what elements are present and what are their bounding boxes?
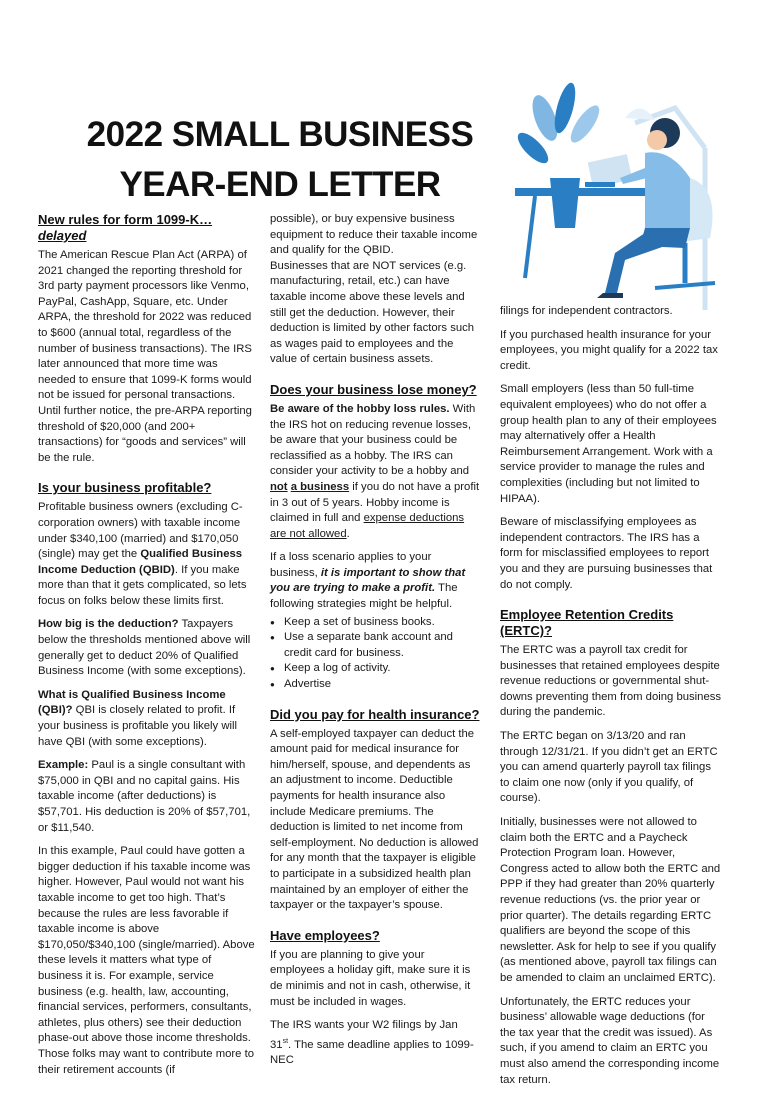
list-item: ● Keep a log of activity. [282, 661, 482, 677]
paragraph-1099k: The American Rescue Plan Act (ARPA) of 2021 changed the reporting threshold for 3rd party payment processors like Venmo, PayPal, CashApp, Square, etc. Under ARPA, the threshold for 2022 was reduced to $600 (annual total, regardless of the number of business transactions). The IRS later announced that more time was needed to ensure that 1099-K forms would not be issued for personal transactions. Until further notice, the pre-ARPA reporting threshold of $20,000 (and 200+ transactions) for “goods and services” will be the rule. [38, 249, 252, 464]
paragraph-deduction-size: How big is the deduction? Taxpayers below the thresholds mentioned above will generally get to deduct 20% of Qualified Business Income (with some exceptions). [38, 618, 251, 678]
paragraph-continued: possible), or buy expensive business equipment to reduce their taxable income and qualify for the QBID. [270, 213, 478, 257]
column-2 [270, 212, 482, 1077]
list-item: ● Advertise [282, 677, 482, 693]
paragraph-employees: If you are planning to give your employees a holiday gift, make sure it is de minimis and not in cash, otherwise, it must be included in wages. [270, 948, 471, 1008]
heading-lose-money: Does your business lose money? [270, 381, 477, 397]
list-item: ● Use a separate bank account and credit card for business. [282, 630, 482, 661]
paragraph-profitable: Profitable business owners (excluding C-corporation owners) with taxable income under $340,100 (married) and $170,050 (single) may get the Qualified Business Income Deduction (QBID). If you make more than that it gets complicated, so lets focus on folks below these limits first. [38, 501, 247, 607]
title-line-1: 2022 SMALL BUSINESS [86, 115, 474, 154]
paragraph-continued: filings for independent contractors. [500, 305, 673, 317]
paragraph-ertc-2: The ERTC began on 3/13/20 and ran through 12/31/21. If you didn’t get an ERTC you can amend quarterly payroll tax filings to claim one now (only if you qualify, of course). [500, 730, 718, 805]
paragraph-ertc-1: The ERTC was a payroll tax credit for businesses that retained employees despite revenue reductions or governmental shut-downs preventing them from doing business during the pandemic. [500, 644, 722, 719]
heading-profitable: Is your business profitable? [38, 480, 212, 496]
paragraph-example-2: In this example, Paul could have gotten a bigger deduction if his taxable income was higher. However, Paul would not want his taxable income to get too high. That’s because the rules are less favorable if taxable income is above $170,050/$340,100 (single/married). Above these levels it matters what type of business it is. For example, service business (e.g. health, law, accounting, financial services, performers, consultants, athletes, plus others) see their deduction phase-out above those income thresholds. Those folks may want to contribute more to their retirement accounts (if [38, 845, 255, 1076]
heading-1099k: New rules for form 1099-K… delayed [38, 212, 213, 243]
paragraph-ertc-4: Unfortunately, the ERTC reduces your business’ allowable wage deductions (for the tax year that the credit was issued). As such, if you amend to claim an ERTC you must also amend the corresponding income tax return. [500, 995, 720, 1086]
paragraph-misclassifying: Beware of misclassifying employees as independent contractors. The IRS has a form for misclassified employees to report you and they are pursuing businesses that do not comply. [500, 516, 713, 591]
woman-at-desk-illustration [505, 78, 745, 310]
column-1 [38, 212, 256, 1086]
heading-employees: Have employees? [270, 927, 380, 943]
list-item: ● Keep a set of business books. [282, 615, 482, 631]
paragraph-small-employers: Small employers (less than 50 full-time equivalent employees) who do not offer a group health plan to any of their employees may alternatively offer a Health Reimbursement Arrangement. Work with a service provider to manage the rules and complexities (including but not limited to HIPAA). [500, 383, 717, 505]
page-title [30, 110, 530, 210]
strategy-list [270, 615, 482, 693]
paragraph-insurance-credit: If you purchased health insurance for your employees, you might qualify for a 2022 tax credit. [500, 328, 718, 372]
column-3 [500, 304, 722, 1096]
heading-ertc: Employee Retention Credits (ERTC)? [500, 607, 674, 639]
paragraph-non-services: Businesses that are NOT services (e.g. manufacturing, retail, etc.) can have taxable income above these levels and still get the deduction. However, their deduction is limited by other factors such as wages paid to employees and the value of certain business assets. [270, 259, 475, 366]
paragraph-qbi: What is Qualified Business Income (QBI)? QBI is closely related to profit. If your business is profitable you likely will have QBI (with some exceptions). [38, 688, 238, 748]
paragraph-health-insurance: A self-employed taxpayer can deduct the amount paid for medical insurance for him/herself, spouse, and dependents as an adjustment to income. Deductible payments for health insurance also include Medicare premiums. The deduction is limited to net income from self-employment. No deduction is allowed for any month that the taxpayer is eligible to participate in a subsidized health plan maintained by an employer of either the taxpayer or the taxpayer’s spouse. [270, 727, 479, 912]
paragraph-hobby-loss: Be aware of the hobby loss rules. With the IRS hot on reducing revenue losses, be aware that your business could be reclassified as a hobby. The IRS can consider your activity to be a hobby and not a business if you do not have a profit in 3 out of 5 years. Hobby income is claimed in full and expense deductions are not allowed. [270, 402, 480, 540]
paragraph-ertc-3: Initially, businesses were not allowed to claim both the ERTC and a Paycheck Protection Program loan. However, Congress acted to allow both the ERTC and PPP if they had greater than 20% quarterly revenue reductions (vs. the prior year or prior quarter). The details regarding ERTC qualifiers are beyond the scope of this newsletter. Ask for help to see if you qualify (as mentioned above, payroll tax filings can be amended to claim an unclaimed ERTC). [500, 816, 721, 984]
paragraph-loss-scenario: If a loss scenario applies to your business, it is important to show that you are trying to make a profit. The following strategies might be helpful. [270, 551, 466, 611]
paragraph-example: Example: Paul is a single consultant with $75,000 in QBI and no capital gains. His taxable income (after deductions) is $57,701. His deduction is 20% of $57,701, or $11,540. [38, 759, 251, 834]
paragraph-w2: The IRS wants your W2 filings by Jan 31st. The same deadline applies to 1099-NEC [270, 1019, 474, 1067]
title-line-2: YEAR-END LETTER [119, 165, 441, 204]
heading-health-insurance: Did you pay for health insurance? [270, 706, 480, 722]
